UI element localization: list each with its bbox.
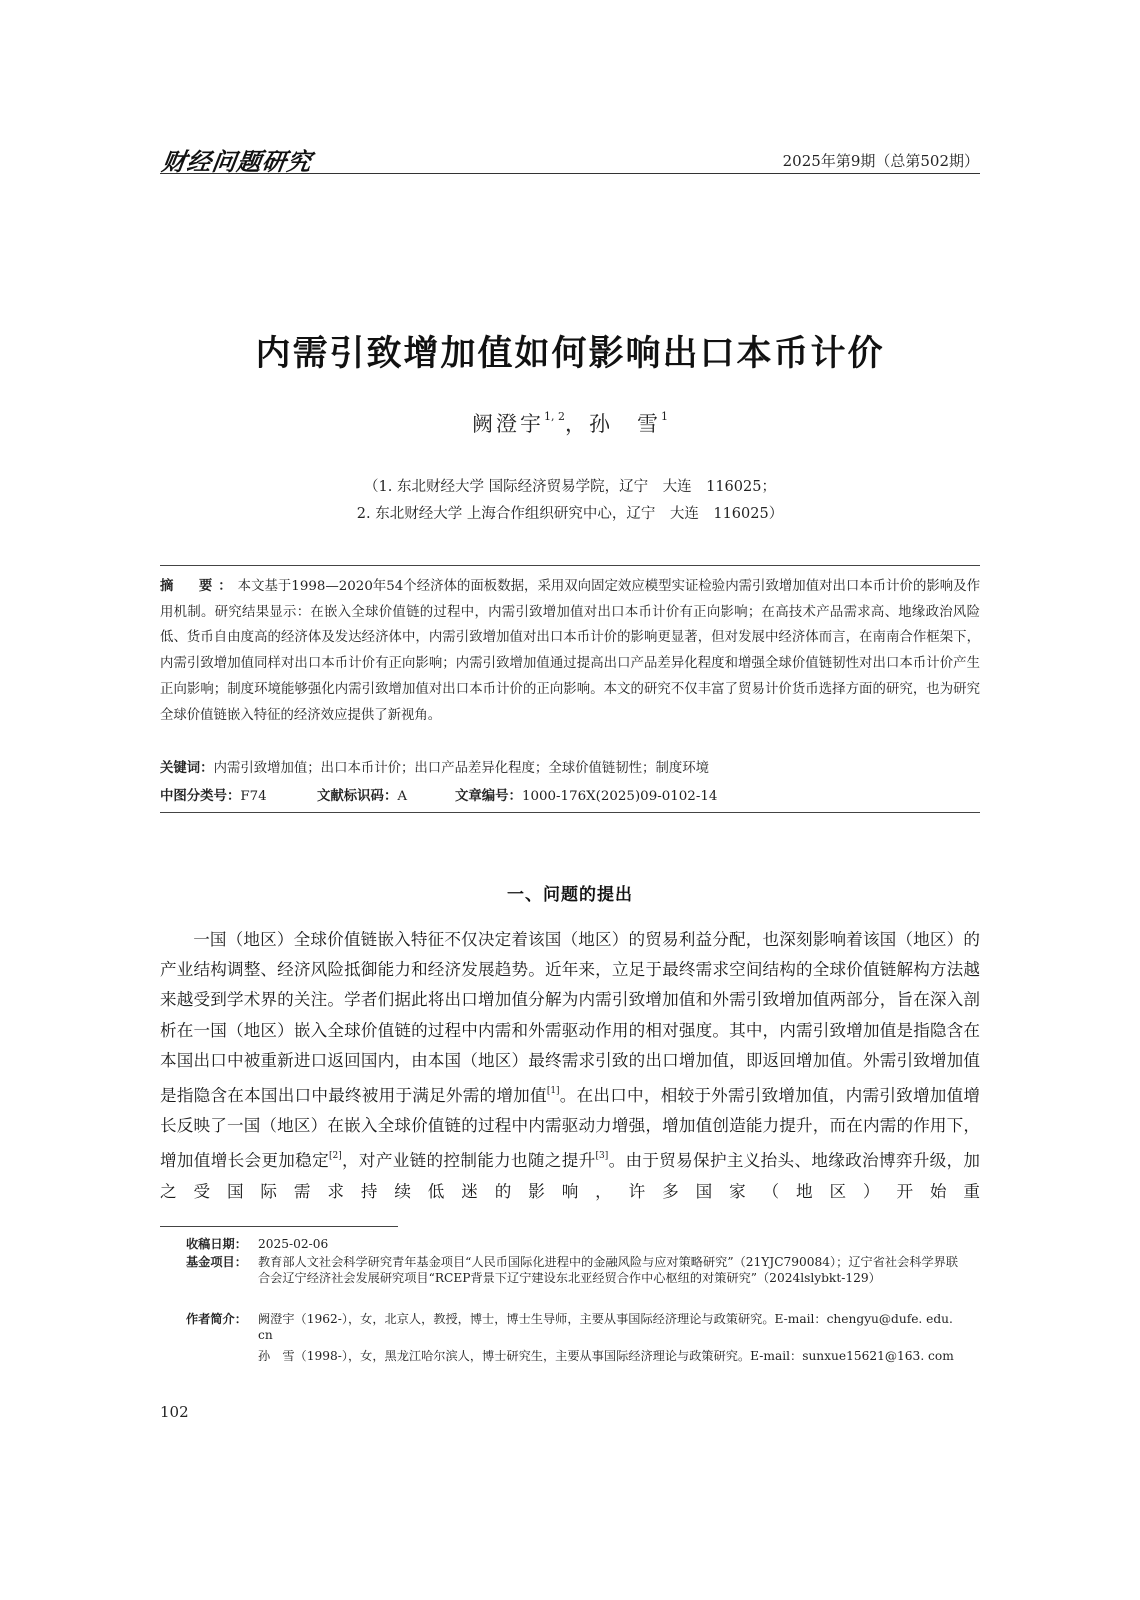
page-number: 102 bbox=[160, 1403, 189, 1421]
abstract-text: 本文基于1998—2020年54个经济体的面板数据，采用双向固定效应模型实证检验内需引致增加值对出口本币计价的影响及作用机制。研究结果显示：在嵌入全球价值链的过程中，内需引致增加值对出口本币计价有正向影响；在高技术产品需求高、地缘政治风险低、货币自由度高的经济体及发达经济体中，内需引致增加值对出口本币计价的影响更显著，但对发展中经济体而言，在南南合作框架下，内需引致增加值同样对出口本币计价有正向影响；内需引致增加值通过提高出口产品差异化程度和增强全球价值链韧性对出口本币计价产生正向影响；制度环境能够强化内需引致增加值对出口本币计价的正向影响。本文的研究不仅丰富了贸易计价货币选择方面的研究，也为研究全球价值链嵌入特征的经济效应提供了新视角。 bbox=[160, 579, 980, 723]
article-title: 内需引致增加值如何影响出口本币计价 bbox=[255, 334, 885, 374]
doc-code-label: 文献标识码： bbox=[317, 789, 398, 804]
journal-logo: 财经问题研究 bbox=[160, 147, 315, 176]
bio-label: 作者简介： bbox=[186, 1312, 247, 1326]
clc-label: 中图分类号： bbox=[160, 789, 241, 804]
article-no-label: 文章编号： bbox=[455, 789, 522, 804]
received-label: 收稿日期： bbox=[186, 1237, 247, 1251]
body-text-run: 。由于贸易保护主义抬头、地缘政治博弈升级，加之受国际需求持续低迷的影响，许多国家（地区）开始重 bbox=[160, 1151, 981, 1201]
clc-value: F74 bbox=[240, 789, 267, 804]
author-affil-mark: 1, 2 bbox=[544, 410, 565, 423]
author-affil-mark: 1 bbox=[661, 410, 668, 423]
citation-ref[interactable]: [3] bbox=[595, 1151, 609, 1162]
fund-label: 基金项目： bbox=[186, 1255, 247, 1269]
footnote-fund bbox=[186, 1254, 966, 1287]
issue-info: 2025年第9期（总第502期） bbox=[782, 152, 979, 170]
keywords-label: 关键词： bbox=[160, 761, 214, 776]
body-text-run: ，对产业链的控制能力也随之提升 bbox=[341, 1151, 596, 1171]
author-name: 阙澄宇 bbox=[472, 412, 544, 436]
section-heading: 一、问题的提出 bbox=[507, 885, 633, 905]
bio-author1: 阙澄宇（1962-），女，北京人，教授，博士，博士生导师，主要从事国际经济理论与政策研究。E-mail：chengyu@dufe. edu. cn bbox=[258, 1312, 953, 1343]
abstract-top-rule bbox=[160, 565, 980, 566]
abstract-label: 摘 要： bbox=[160, 579, 238, 594]
body-text-run: 一国（地区）全球价值链嵌入特征不仅决定着该国（地区）的贸易利益分配，也深刻影响着该国（地区）的产业结构调整、经济风险抵御能力和经济发展趋势。近年来，立足于最终需求空间结构的全球价值链解构方法越来越受到学术界的关注。学者们据此将出口增加值分解为内需引致增加值和外需引致增加值两部分，旨在深入剖析在一国（地区）嵌入全球价值链的过程中内需和外需驱动作用的相对强度。其中，内需引致增加值是指隐含在本国出口中被重新进口返回国内，由本国（地区）最终需求引致的出口增加值，即返回增加值。外需引致增加值是指隐含在本国出口中最终被用于满足外需的增加值 bbox=[160, 930, 980, 1106]
citation-ref[interactable]: [2] bbox=[328, 1151, 342, 1162]
author-name: 孙 雪 bbox=[589, 412, 661, 436]
author-separator: ， bbox=[565, 412, 589, 436]
bio-author2: 孙 雪（1998-），女，黑龙江哈尔滨人，博士研究生，主要从事国际经济理论与政策研究。E-mail：sunxue15621@163. com bbox=[258, 1349, 954, 1363]
received-date: 2025-02-06 bbox=[258, 1237, 329, 1251]
abstract-bottom-rule bbox=[160, 812, 980, 813]
author-line bbox=[160, 408, 980, 438]
footnote-bio-2 bbox=[186, 1348, 966, 1364]
body-text-run: 。在出口中，相较于外需引致增加值，内需引致增加值增长反映了一国（地区）在嵌入全球价值链的过程中内需驱动力增强，增加值创造能力提升，而在内需的作用下，增加值增长会更加稳定 bbox=[160, 1086, 981, 1171]
footnote-received bbox=[186, 1236, 966, 1252]
body-paragraph bbox=[160, 925, 980, 1207]
affiliation-line: 2. 东北财经大学 上海合作组织研究中心，辽宁 大连 116025） bbox=[356, 506, 784, 522]
article-no-value: 1000-176X(2025)09-0102-14 bbox=[521, 789, 718, 804]
citation-ref[interactable]: [1] bbox=[546, 1086, 560, 1097]
footnote-rule bbox=[160, 1226, 398, 1227]
footnote-bio bbox=[186, 1311, 966, 1344]
abstract bbox=[160, 574, 980, 728]
classification-line bbox=[160, 785, 980, 804]
doc-code-value: A bbox=[397, 789, 408, 804]
fund-text: 教育部人文社会科学研究青年基金项目“人民币国际化进程中的金融风险与应对策略研究”（21YJC790084）；辽宁省社会科学界联合会辽宁经济社会发展研究项目“RCEP背景下辽宁建设东北亚经贸合作中心枢纽的对策研究”（2024lslybkt-129） bbox=[258, 1255, 959, 1286]
keywords-text: 内需引致增加值；出口本币计价；出口产品差异化程度；全球价值链韧性；制度环境 bbox=[213, 761, 710, 776]
keywords bbox=[160, 757, 980, 776]
affiliation-line: （1. 东北财经大学 国际经济贸易学院，辽宁 大连 116025； bbox=[364, 479, 776, 495]
header-rule bbox=[160, 173, 980, 174]
